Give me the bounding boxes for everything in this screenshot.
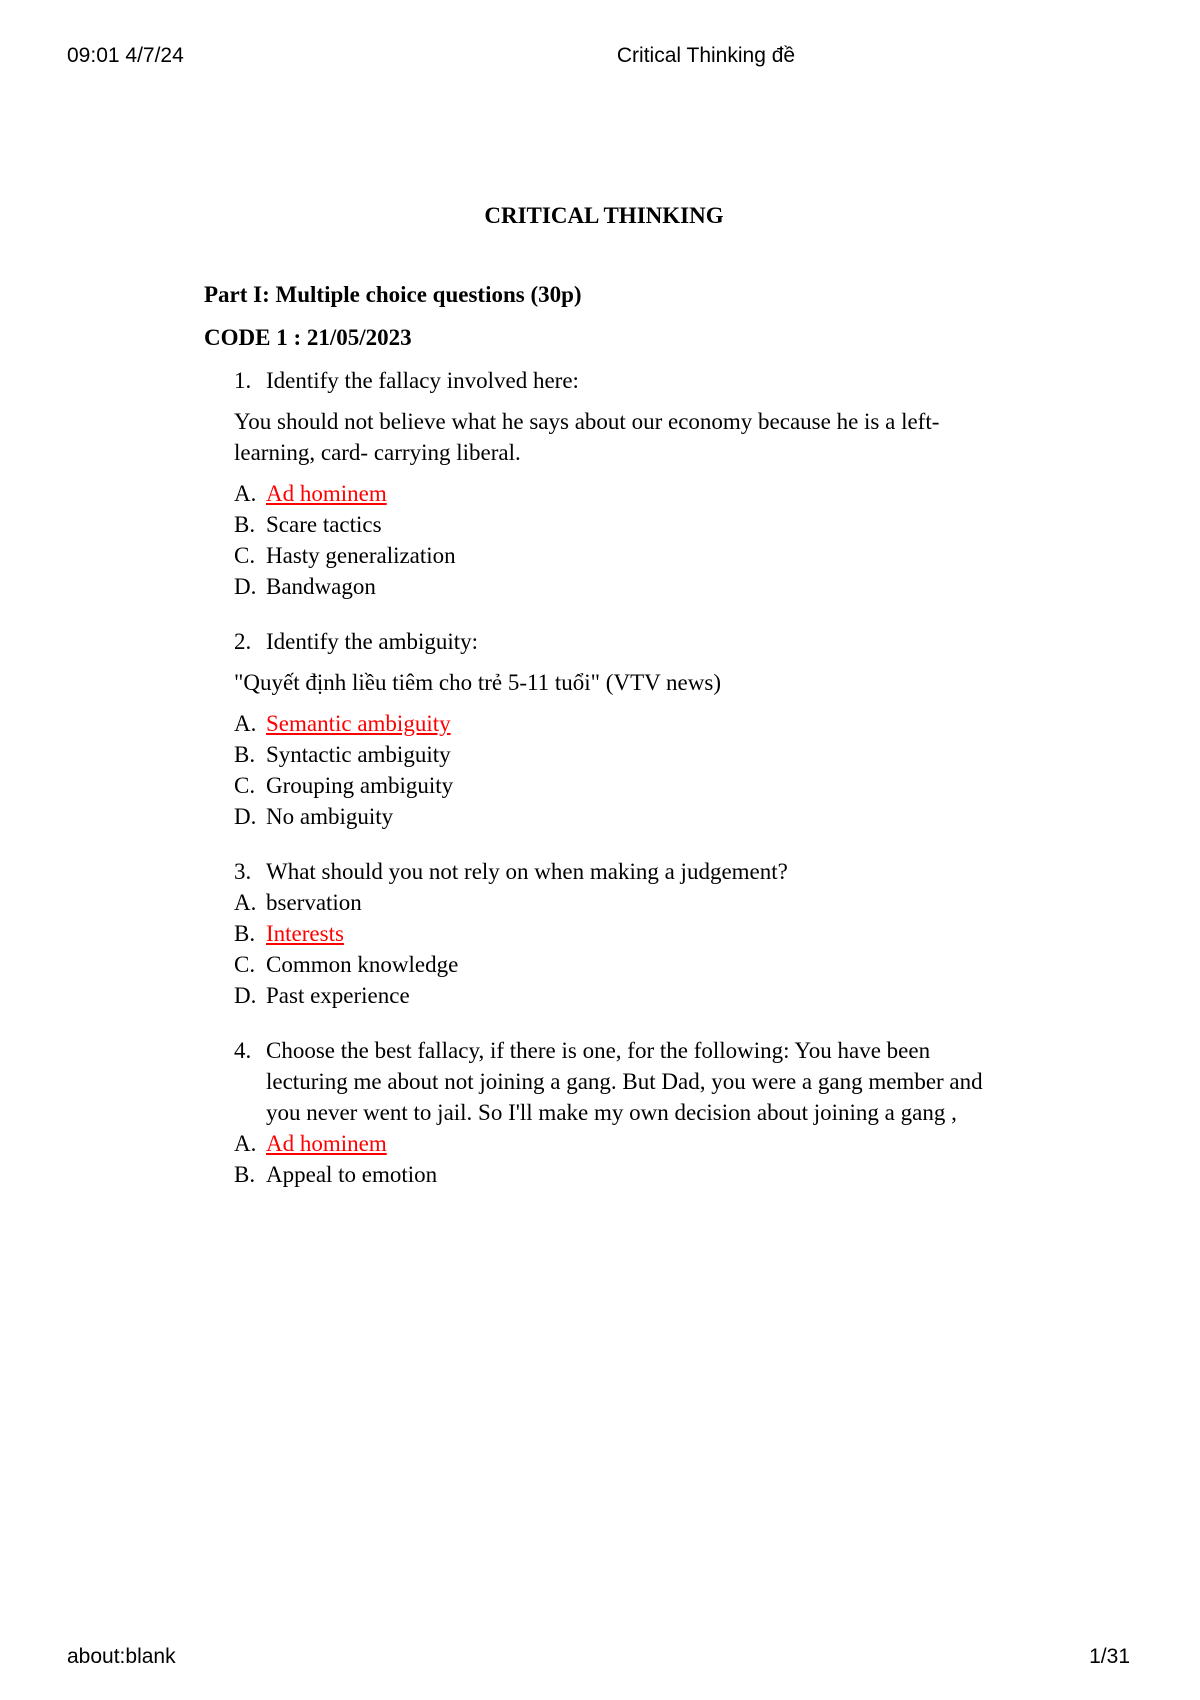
option-d	[234, 980, 984, 1011]
option-text: Appeal to emotion	[266, 1162, 438, 1187]
print-datetime: 09:01 4/7/24	[67, 44, 184, 67]
option-b	[234, 509, 984, 540]
correct-answer-text: Semantic ambiguity	[266, 711, 451, 736]
code-heading: CODE 1 : 21/05/2023	[204, 325, 412, 350]
question-text: Identify the fallacy involved here:	[266, 368, 579, 393]
option-c	[234, 770, 984, 801]
option-b	[234, 1159, 984, 1190]
question-text: Choose the best fallacy, if there is one, for the following: You have been lecturing me about not joining a gang. But Dad, you were a gang member and you never went to jail. So I'll make my own decision about joining a gang ,	[266, 1038, 983, 1125]
question-number: 1.	[234, 368, 252, 393]
option-text: Past experience	[266, 983, 410, 1008]
option-letter: A.	[234, 1131, 257, 1156]
print-url: about:blank	[67, 1645, 176, 1668]
option-letter: B.	[234, 921, 256, 946]
option-a	[234, 708, 984, 739]
question-stem: "Quyết định liều tiêm cho trẻ 5-11 tuổi" (VTV news)	[234, 670, 721, 695]
option-letter: A.	[234, 890, 257, 915]
document-body	[204, 200, 984, 1190]
part-heading: Part I: Multiple choice questions (30p)	[204, 282, 582, 307]
question-text: Identify the ambiguity:	[266, 629, 479, 654]
option-letter: C.	[234, 773, 256, 798]
option-c	[234, 540, 984, 571]
option-letter: B.	[234, 1162, 256, 1187]
option-d	[234, 571, 984, 602]
option-a	[234, 478, 984, 509]
correct-answer-text: Interests	[266, 921, 344, 946]
option-letter: A.	[234, 481, 257, 506]
option-text: Syntactic ambiguity	[266, 742, 451, 767]
option-c	[234, 949, 984, 980]
question-text: What should you not rely on when making a judgement?	[266, 859, 788, 884]
question-stem: You should not believe what he says about our economy because he is a left-learning, card- carrying liberal.	[234, 409, 940, 465]
print-doc-title: Critical Thinking đề	[616, 44, 796, 67]
option-letter: B.	[234, 512, 256, 537]
correct-answer-text: Ad hominem	[266, 1131, 387, 1156]
option-letter: D.	[234, 804, 257, 829]
question-4	[234, 1035, 984, 1190]
option-d	[234, 801, 984, 832]
question-2	[234, 626, 984, 832]
option-b	[234, 918, 984, 949]
page-title: CRITICAL THINKING	[484, 203, 724, 228]
option-a	[234, 887, 984, 918]
option-letter: B.	[234, 742, 256, 767]
option-letter: A.	[234, 711, 257, 736]
option-letter: D.	[234, 574, 257, 599]
option-text: No ambiguity	[266, 804, 394, 829]
question-1	[234, 365, 984, 602]
option-letter: C.	[234, 952, 256, 977]
question-number: 2.	[234, 629, 252, 654]
option-text: Bandwagon	[266, 574, 376, 599]
option-text: Common knowledge	[266, 952, 459, 977]
page-number: 1/31	[1089, 1645, 1130, 1668]
option-a	[234, 1128, 984, 1159]
option-letter: C.	[234, 543, 256, 568]
option-text: Grouping ambiguity	[266, 773, 454, 798]
option-text: bservation	[266, 890, 362, 915]
question-number: 3.	[234, 859, 252, 884]
option-b	[234, 739, 984, 770]
option-text: Hasty generalization	[266, 543, 456, 568]
question-3	[234, 856, 984, 1011]
option-text: Scare tactics	[266, 512, 382, 537]
correct-answer-text: Ad hominem	[266, 481, 387, 506]
option-letter: D.	[234, 983, 257, 1008]
question-number: 4.	[234, 1038, 252, 1063]
